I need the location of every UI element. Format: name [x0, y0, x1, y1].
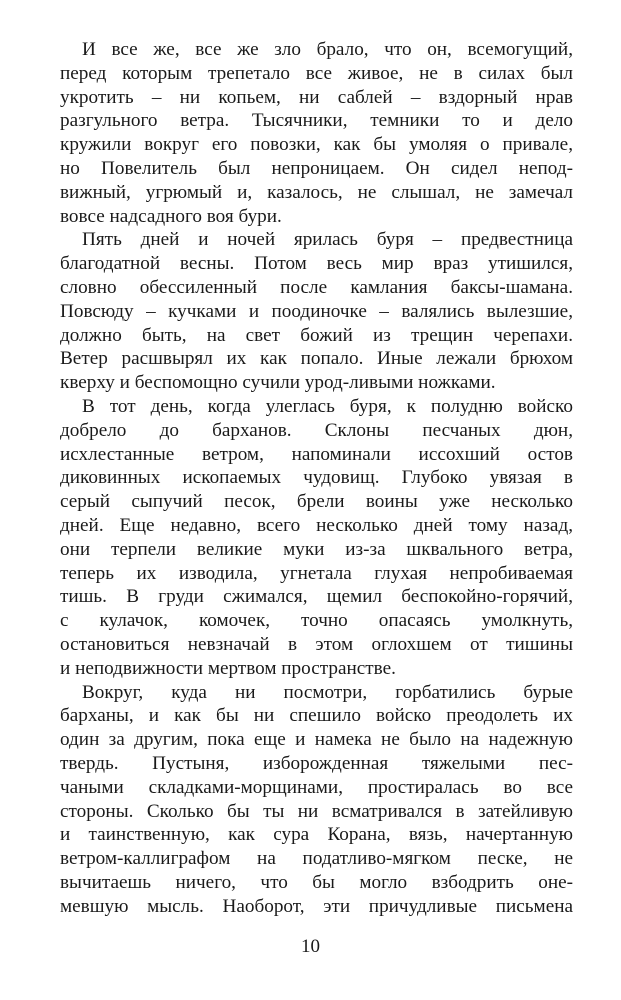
text-line: разгульного ветра. Тысячники, темники то и дело: [60, 110, 573, 132]
text-line: ветром-каллиграфом на податливо-мягком песке, не: [60, 848, 573, 870]
text-line: вовсе надсадного воя бури.: [60, 205, 282, 227]
text-line: Пять дней и ночей ярилась буря – предвестница: [82, 229, 573, 251]
text-line: вижный, угрюмый и, казалось, не слышал, не замечал: [60, 181, 573, 203]
text-line: добрело до барханов. Склоны песчаных дюн,: [60, 419, 573, 441]
text-line: мевшую мысль. Наоборот, эти причудливые письмена: [60, 895, 573, 917]
page-number: 10: [301, 936, 320, 957]
text-line: чаными складками-морщинами, простиралась во все: [60, 776, 573, 798]
text-line: барханы, и как бы ни спешило войско преодолеть их: [60, 705, 573, 727]
text-line: стороны. Сколько бы ты ни всматривался в затейливую: [60, 800, 573, 822]
text-line: Ветер расшвырял их как попало. Иные лежали брюхом: [60, 348, 573, 370]
page-body: [60, 38, 573, 918]
paragraph-2: [60, 228, 573, 395]
paragraph-4: [60, 681, 573, 919]
text-line: кверху и беспомощно сучили урод-ливыми ножками.: [60, 372, 496, 394]
text-line: благодатной весны. Потом весь мир враз утишился,: [60, 253, 573, 275]
text-line: В тот день, когда улеглась буря, к полудню войско: [82, 395, 573, 417]
paragraph-3: [60, 395, 573, 681]
text-line: и неподвижности мертвом пространстве.: [60, 657, 396, 679]
text-line: но Повелитель был непроницаем. Он сидел непод-: [60, 157, 573, 179]
text-line: перед которым трепетало все живое, не в силах был: [60, 62, 573, 84]
text-line: Повсюду – кучками и поодиночке – валялись вылезшие,: [60, 300, 573, 322]
text-line: словно обессиленный после камлания баксы-шамана.: [60, 276, 573, 298]
text-line: Вокруг, куда ни посмотри, горбатились бурые: [82, 681, 573, 703]
text-line: они терпели великие муки из-за шквального ветра,: [60, 538, 573, 560]
text-line: остановиться невзначай в этом оглохшем от тишины: [60, 633, 573, 655]
paragraph-1: [60, 38, 573, 228]
text-line: и таинственную, как сура Корана, вязь, начертанную: [60, 824, 573, 846]
text-line: один за другим, пока еще и намека не было на надежную: [60, 729, 573, 751]
text-line: кружили вокруг его повозки, как бы умоляя о привале,: [60, 134, 573, 156]
text-line: твердь. Пустыня, изборожденная тяжелыми пес-: [60, 752, 573, 774]
text-line: диковинных ископаемых чудовищ. Глубоко увязая в: [60, 467, 573, 489]
text-line: с кулачок, комочек, точно опасаясь умолкнуть,: [60, 610, 573, 632]
text-line: исхлестанные ветром, напоминали иссохший остов: [60, 443, 573, 465]
text-line: дней. Еще недавно, всего несколько дней тому назад,: [60, 514, 573, 536]
text-line: И все же, все же зло брало, что он, всемогущий,: [82, 39, 573, 60]
text-line: серый сыпучий песок, брели воины уже несколько: [60, 491, 573, 513]
text-line: должно быть, на свет божий из трещин черепахи.: [60, 324, 573, 346]
text-line: укротить – ни копьем, ни саблей – вздорный нрав: [60, 86, 573, 108]
text-line: тишь. В груди сжимался, щемил беспокойно-горячий,: [60, 586, 573, 608]
text-line: вычитаешь ничего, что бы могло взбодрить оне-: [60, 871, 573, 893]
text-line: теперь их изводила, угнетала глухая непробиваемая: [60, 562, 573, 584]
